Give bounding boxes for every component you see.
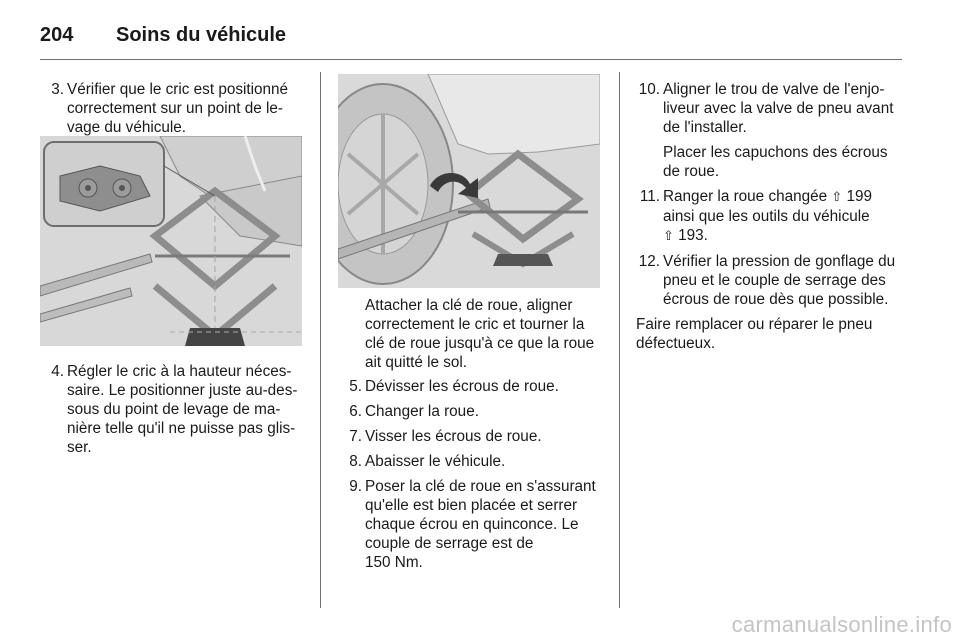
page-reference-link[interactable]: 193.	[678, 227, 708, 244]
column-2	[338, 296, 608, 578]
closing-note: Faire remplacer ou réparer le pneu défectueux.	[636, 316, 873, 352]
wheel-jack-illustration	[338, 74, 600, 288]
step-5: 5. Dévisser les écrous de roue.	[349, 378, 559, 395]
step-11: 11. Ranger la roue changée ⇧ 199 ainsi que les outils du véhicule ⇧ 193.	[639, 188, 873, 244]
jack-illustration	[40, 136, 302, 346]
figure-jack-position	[40, 136, 302, 346]
step-7: 7. Visser les écrous de roue.	[349, 428, 542, 445]
step-4-continued: Attacher la clé de roue, aligner correctement le cric et tourner la clé de roue jusqu'à ce que la roue ait quitté le sol.	[365, 297, 595, 371]
column-1	[40, 80, 306, 143]
header-rule	[40, 59, 902, 60]
column-divider-2	[619, 72, 620, 608]
page-reference-icon: ⇧	[663, 229, 674, 244]
step-6: 6. Changer la roue.	[349, 403, 479, 420]
step-10-note: Placer les capuchons des écrous de roue.	[663, 144, 888, 180]
step-12: 12. Vérifier la pression de gonflage du pneu et le couple de serrage des écrous de roue dès que possible.	[638, 253, 896, 308]
page-header	[40, 20, 286, 50]
step-10: 10. Aligner le trou de valve de l'enjo- liveur avec la valve de pneu avant de l'installer. Placer les capuchons des écrous de roue.	[636, 80, 916, 181]
page-reference-link[interactable]: 199	[846, 188, 873, 205]
step-4: 4. Régler le cric à la hauteur néces- saire. Le positionner juste au-des- sous du point de levage de ma- nière telle qu'il ne puisse pas glis- ser.	[51, 363, 298, 456]
column-1-lower	[40, 362, 306, 463]
page-reference-icon: ⇧	[831, 190, 843, 205]
page-number: 204	[40, 23, 74, 46]
figure-jack-wrench	[338, 74, 600, 288]
column-divider-1	[320, 72, 321, 608]
step-8: 8. Abaisser le véhicule.	[349, 453, 506, 470]
step-3: 3. Vérifier que le cric est positionné correctement sur un point de le- vage du véhicule.	[51, 81, 289, 136]
column-3	[636, 80, 916, 359]
watermark: carmanualsonline.info	[731, 612, 952, 637]
page-title: Soins du véhicule	[116, 23, 287, 46]
step-9: 9. Poser la clé de roue en s'assurant qu'elle est bien placée et serrer chaque écrou en quinconce. Le couple de serrage est de 150 Nm.	[349, 478, 596, 571]
